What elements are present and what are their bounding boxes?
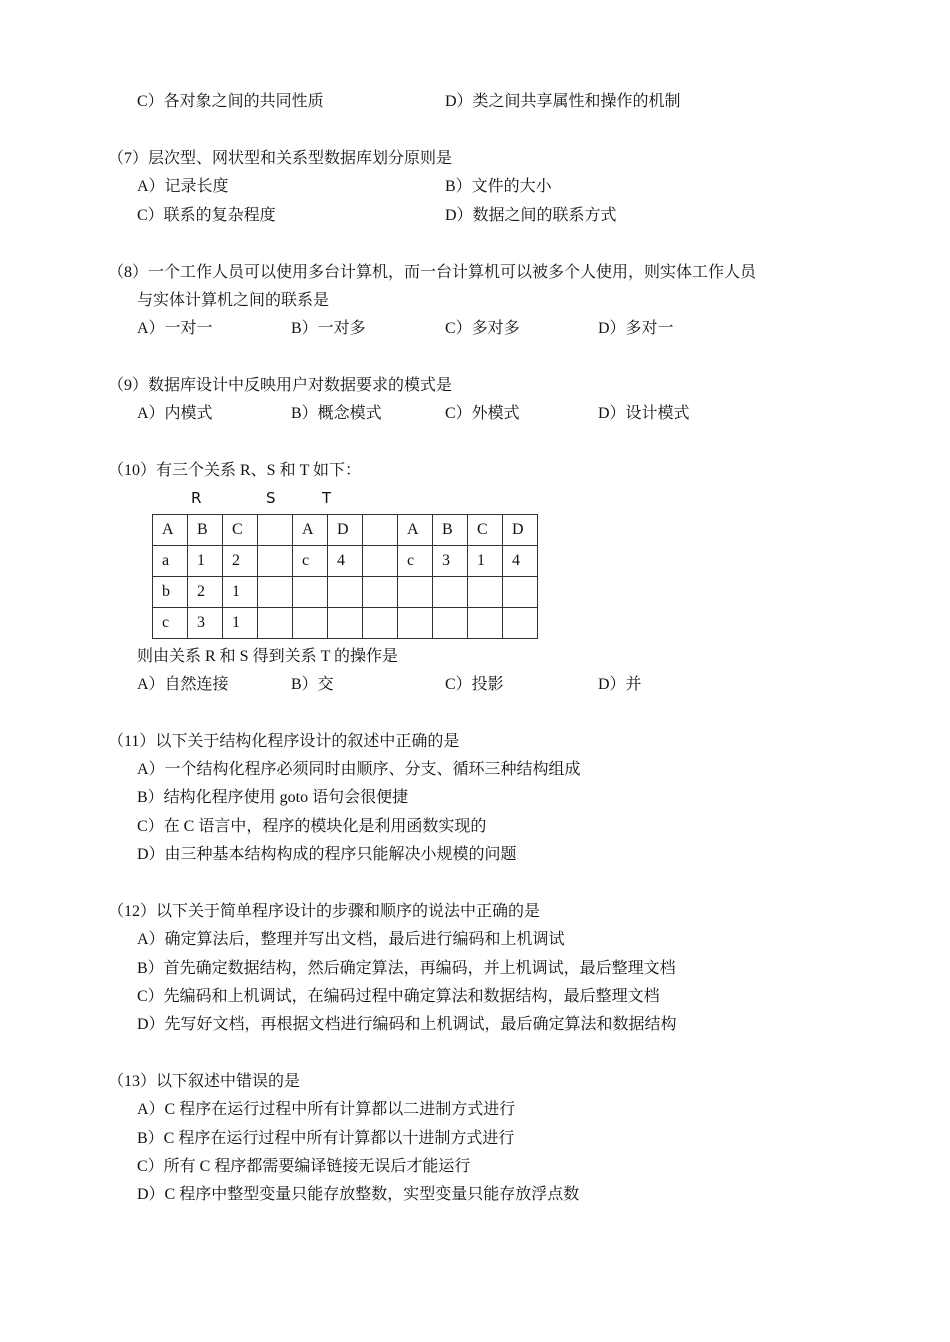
table-cell: 3: [433, 546, 468, 577]
q7-stem: （7）层次型、网状型和关系型数据库划分原则是: [108, 150, 453, 167]
table-row: [153, 515, 538, 546]
table-row: [153, 577, 538, 608]
q10-option-c: C）投影: [445, 676, 504, 693]
q10-option-b: B）交: [291, 676, 334, 693]
table-cell: [328, 577, 363, 608]
q6-option-d: D）类之间共享属性和操作的机制: [445, 93, 681, 110]
table-cell: [328, 608, 363, 639]
table-cell: 4: [328, 546, 363, 577]
q7-option-b: B）文件的大小: [445, 178, 552, 195]
q10-followup: 则由关系 R 和 S 得到关系 T 的操作是: [137, 648, 399, 665]
table-cell: a: [153, 546, 188, 577]
table-cell: c: [293, 546, 328, 577]
table-cell: [293, 608, 328, 639]
table-cell: A: [293, 515, 328, 546]
q11-option-d: D）由三种基本结构构成的程序只能解决小规模的问题: [137, 846, 517, 863]
q9-option-b: B）概念模式: [291, 405, 382, 422]
q11-option-c: C）在 C 语言中，程序的模块化是利用函数实现的: [137, 818, 487, 835]
q10-stem: （10）有三个关系 R、S 和 T 如下：: [108, 462, 362, 479]
q7-option-c: C）联系的复杂程度: [137, 207, 276, 224]
table-cell: 4: [503, 546, 538, 577]
table-cell: 3: [188, 608, 223, 639]
table-cell: D: [503, 515, 538, 546]
table-cell: 1: [223, 577, 258, 608]
q7-option-a: A）记录长度: [137, 178, 229, 195]
table-cell: [258, 608, 293, 639]
table-cell: [258, 546, 293, 577]
table-cell: b: [153, 577, 188, 608]
q8-stem-line1: （8）一个工作人员可以使用多台计算机，而一台计算机可以被多个人使用，则实体工作人员: [108, 264, 757, 281]
q9-stem: （9）数据库设计中反映用户对数据要求的模式是: [108, 377, 453, 394]
table-cell: C: [223, 515, 258, 546]
table-cell: [468, 577, 503, 608]
table-cell: 2: [188, 577, 223, 608]
q8-option-b: B）一对多: [291, 320, 366, 337]
q12-option-d: D）先写好文档，再根据文档进行编码和上机调试，最后确定算法和数据结构: [137, 1016, 677, 1033]
table-cell: [503, 577, 538, 608]
table-row: [153, 546, 538, 577]
q8-option-d: D）多对一: [598, 320, 674, 337]
table-cell: [503, 608, 538, 639]
q12-option-b: B）首先确定数据结构，然后确定算法，再编码，并上机调试，最后整理文档: [137, 960, 676, 977]
q12-option-c: C）先编码和上机调试，在编码过程中确定算法和数据结构，最后整理文档: [137, 988, 660, 1005]
relation-s-label: S: [266, 489, 276, 507]
table-cell: [398, 577, 433, 608]
q13-option-c: C）所有 C 程序都需要编译链接无误后才能运行: [137, 1158, 471, 1175]
q6-option-c: C）各对象之间的共同性质: [137, 93, 324, 110]
table-cell: [398, 608, 433, 639]
q13-option-d: D）C 程序中整型变量只能存放整数，实型变量只能存放浮点数: [137, 1186, 580, 1203]
table-cell: A: [398, 515, 433, 546]
table-cell: [363, 515, 398, 546]
relation-r-label: R: [191, 489, 202, 507]
table-cell: 1: [188, 546, 223, 577]
q10-option-d: D）并: [598, 676, 642, 693]
table-cell: [258, 515, 293, 546]
table-cell: [258, 577, 293, 608]
table-cell: 1: [468, 546, 503, 577]
q11-option-a: A）一个结构化程序必须同时由顺序、分支、循环三种结构组成: [137, 761, 581, 778]
table-cell: [433, 577, 468, 608]
q11-stem: （11）以下关于结构化程序设计的叙述中正确的是: [108, 733, 460, 750]
table-cell: 1: [223, 608, 258, 639]
table-cell: D: [328, 515, 363, 546]
table-cell: c: [153, 608, 188, 639]
table-cell: [363, 608, 398, 639]
q9-option-a: A）内模式: [137, 405, 213, 422]
table-cell: C: [468, 515, 503, 546]
table-row: [153, 608, 538, 639]
q13-option-a: A）C 程序在运行过程中所有计算都以二进制方式进行: [137, 1101, 516, 1118]
q8-option-a: A）一对一: [137, 320, 213, 337]
table-cell: [293, 577, 328, 608]
q7-option-d: D）数据之间的联系方式: [445, 207, 617, 224]
table-cell: A: [153, 515, 188, 546]
q8-option-c: C）多对多: [445, 320, 520, 337]
q13-option-b: B）C 程序在运行过程中所有计算都以十进制方式进行: [137, 1130, 515, 1147]
q13-stem: （13）以下叙述中错误的是: [108, 1073, 301, 1090]
q12-option-a: A）确定算法后，整理并写出文档，最后进行编码和上机调试: [137, 931, 565, 948]
q12-stem: （12）以下关于简单程序设计的步骤和顺序的说法中正确的是: [108, 903, 541, 920]
table-cell: 2: [223, 546, 258, 577]
table-cell: [363, 577, 398, 608]
table-cell: c: [398, 546, 433, 577]
table-cell: [363, 546, 398, 577]
table-cell: [433, 608, 468, 639]
relation-t-label: T: [322, 489, 332, 507]
q11-option-b: B）结构化程序使用 goto 语句会很便捷: [137, 789, 409, 806]
table-cell: [468, 608, 503, 639]
q8-stem-line2: 与实体计算机之间的联系是: [137, 292, 330, 309]
table-cell: B: [433, 515, 468, 546]
q9-option-c: C）外模式: [445, 405, 520, 422]
q9-option-d: D）设计模式: [598, 405, 690, 422]
relations-table: [152, 514, 538, 639]
table-cell: B: [188, 515, 223, 546]
q10-option-a: A）自然连接: [137, 676, 229, 693]
